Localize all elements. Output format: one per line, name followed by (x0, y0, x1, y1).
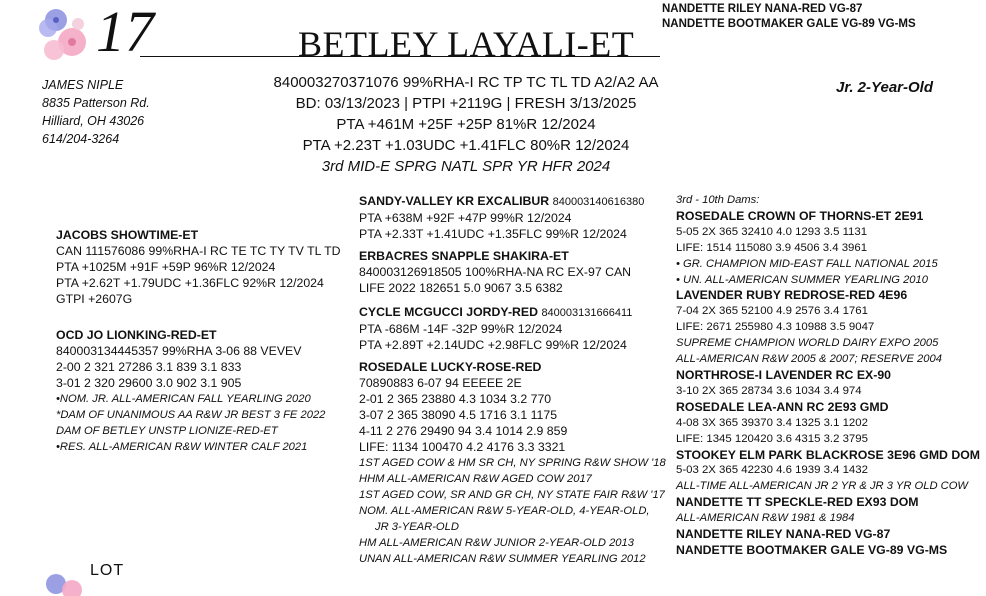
dam-note: •NOM. JR. ALL-AMERICAN FALL YEARLING 2020 (56, 393, 311, 405)
dam-6-line: LIFE: 1345 120420 3.6 4315 3.2 3795 (676, 432, 868, 445)
mid-dam2-name: ROSEDALE LUCKY-ROSE-RED (359, 360, 542, 374)
sire-name: JACOBS SHOWTIME-ET (56, 228, 199, 242)
sire-line: CAN 111576086 99%RHA-I RC TE TC TY TV TL TD (56, 244, 341, 258)
sire-line: PTA +2.62T +1.79UDC +1.36FLC 92%R 12/2024 (56, 276, 324, 290)
age-class: Jr. 2-Year-Old (836, 79, 933, 96)
dam-7-note: ALL-TIME ALL-AMERICAN JR 2 YR & JR 3 YR OLD COW (676, 480, 968, 493)
dam-note: DAM OF BETLEY UNSTP LIONIZE-RED-ET (56, 425, 278, 437)
mid-dam2-note: JR 3-YEAR-OLD (375, 521, 459, 533)
mid-dam2-note: HHM ALL-AMERICAN R&W AGED COW 2017 (359, 473, 592, 485)
mid-dam2-line: 3-07 2 365 38090 4.5 1716 3.1 1175 (359, 408, 558, 422)
dam-3-note: • UN. ALL-AMERICAN SUMMER YEARLING 2010 (676, 273, 928, 286)
mid-dam2-note: HM ALL-AMERICAN R&W JUNIOR 2-YEAR-OLD 2013 (359, 537, 634, 549)
dam-4-name: LAVENDER RUBY REDROSE-RED 4E96 (676, 288, 908, 303)
dam-4-line: 7-04 2X 365 52100 4.9 2576 3.4 1761 (676, 305, 868, 318)
dam-9-name: NANDETTE RILEY NANA-RED VG-87 (676, 527, 891, 542)
mid-dam2-note: 1ST AGED COW & HM SR CH, NY SPRING R&W SHOW '18 (359, 457, 666, 469)
mid-sire2-id: 840003131666411 (541, 307, 633, 319)
dam-8-note: ALL-AMERICAN R&W 1981 & 1984 (676, 512, 855, 525)
dam-4-note: SUPREME CHAMPION WORLD DAIRY EXPO 2005 (676, 337, 939, 350)
dam-line: 2-00 2 321 27286 3.1 839 3.1 833 (56, 360, 242, 374)
dam-5-line: 3-10 2X 365 28734 3.6 1034 3.4 974 (676, 384, 862, 397)
mid-dam2-line: LIFE: 1134 100470 4.2 4176 3.3 3321 (359, 440, 566, 454)
mid-sire-name: SANDY-VALLEY KR EXCALIBUR (359, 194, 550, 208)
dam-line: 840003134445357 99%RHA 3-06 88 VEVEV (56, 344, 302, 358)
cow-birth-line: BD: 03/13/2023 | PTPI +2119G | FRESH 3/13/2025 (295, 95, 637, 112)
mid-sire2-name: CYCLE MCGUCCI JORDY-RED (359, 305, 539, 319)
owner-name: JAMES NIPLE (42, 78, 124, 92)
mid-dam2-line: 70890883 6-07 94 EEEEE 2E (359, 376, 522, 390)
cow-id-line: 840003270371076 99%RHA-I RC TP TC TL TD A2/A2 AA (273, 74, 659, 91)
left-column (56, 227, 341, 455)
dam-name: OCD JO LIONKING-RED-ET (56, 328, 217, 342)
owner-city: Hilliard, OH 43026 (42, 114, 145, 128)
dam-3-line: 5-05 2X 365 32410 4.0 1293 3.5 1131 (676, 225, 868, 238)
dam-3-note: • GR. CHAMPION MID-EAST FALL NATIONAL 2015 (676, 257, 938, 270)
mid-sire-id: 840003140616380 (552, 196, 645, 208)
mid-dam2-line: 4-11 2 276 29490 94 3.4 1014 2.9 859 (359, 424, 568, 438)
dam-7-line: 5-03 2X 365 42230 4.6 1939 3.4 1432 (676, 464, 868, 477)
flower-decoration-icon (34, 6, 98, 66)
dam-10-name: NANDETTE BOOTMAKER GALE VG-89 VG-MS (676, 542, 948, 557)
dam-line: 3-01 2 320 29600 3.0 902 3.1 905 (56, 376, 242, 390)
cow-info (196, 72, 736, 177)
mid-dam1-line: 840003126918505 100%RHA-NA RC EX-97 CAN (359, 265, 632, 279)
dam-3-line: LIFE: 1514 115080 3.9 4506 3.4 3961 (676, 241, 868, 254)
mid-dam2-line: 2-01 2 365 23880 4.3 1034 3.2 770 (359, 392, 552, 406)
lot-number: 17 (96, 0, 154, 64)
mid-dam2-note: NOM. ALL-AMERICAN R&W 5-YEAR-OLD, 4-YEAR-OLD, (359, 505, 650, 517)
middle-column (359, 193, 666, 567)
right-column (676, 193, 980, 559)
dam-7-name: STOOKEY ELM PARK BLACKROSE 3E96 GMD DOM (676, 447, 981, 462)
dam-note: •RES. ALL-AMERICAN R&W WINTER CALF 2021 (56, 441, 308, 453)
mid-dam1-line: LIFE 2022 182651 5.0 9067 3.5 6382 (359, 281, 563, 295)
mid-sire-line: PTA +638M +92F +47P 99%R 12/2024 (359, 211, 572, 225)
sire-line: PTA +1025M +91F +59P 96%R 12/2024 (56, 260, 276, 274)
dam-6-name: ROSEDALE LEA-ANN RC 2E93 GMD (676, 399, 889, 414)
dam-6-line: 4-08 3X 365 39370 3.4 1325 3.1 1202 (676, 416, 868, 429)
cow-award: 3rd MID-E SPRG NATL SPR YR HFR 2024 (321, 158, 611, 175)
dam-8-name: NANDETTE TT SPECKLE-RED EX93 DOM (676, 495, 919, 510)
mid-dam2-note: UNAN ALL-AMERICAN R&W SUMMER YEARLING 2012 (359, 553, 646, 565)
mid-sire-line: PTA +2.33T +1.41UDC +1.35FLC 99%R 12/2024 (359, 227, 627, 241)
owner-phone: 614/204-3264 (42, 132, 120, 146)
top-right-line-1: NANDETTE RILEY NANA-RED VG-87 (662, 3, 863, 15)
dam-4-line: LIFE: 2671 255980 4.3 10988 3.5 9047 (676, 321, 875, 334)
ancestry-title: 3rd - 10th Dams: (676, 194, 760, 206)
dam-4-note: ALL-AMERICAN R&W 2005 & 2007; RESERVE 2004 (676, 353, 942, 366)
cow-pta-line-2: PTA +2.23T +1.03UDC +1.41FLC 80%R 12/2024 (302, 137, 630, 154)
cow-pta-line-1: PTA +461M +25F +25P 81%R 12/2024 (336, 116, 596, 133)
dam-note: *DAM OF UNANIMOUS AA R&W JR BEST 3 FE 2022 (56, 409, 326, 421)
sire-line: GTPI +2607G (56, 292, 133, 306)
dam-5-name: NORTHROSE-I LAVENDER RC EX-90 (676, 367, 891, 382)
owner-street: 8835 Patterson Rd. (42, 96, 150, 110)
next-lot-label: LOT (90, 562, 125, 579)
mid-dam2-note: 1ST AGED COW, SR AND GR CH, NY STATE FAIR R&W '17 (359, 489, 665, 501)
owner-block (42, 76, 150, 148)
mid-dam1-name: ERBACRES SNAPPLE SHAKIRA-ET (359, 249, 569, 263)
mid-sire2-line: PTA +2.89T +2.14UDC +2.98FLC 99%R 12/2024 (359, 338, 627, 352)
cow-name: BETLEY LAYALI-ET (298, 24, 635, 64)
mid-sire2-line: PTA -686M -14F -32P 99%R 12/2024 (359, 322, 563, 336)
dam-3-name: ROSEDALE CROWN OF THORNS-ET 2E91 (676, 208, 924, 223)
top-right-line-2: NANDETTE BOOTMAKER GALE VG-89 VG-MS (662, 18, 916, 30)
